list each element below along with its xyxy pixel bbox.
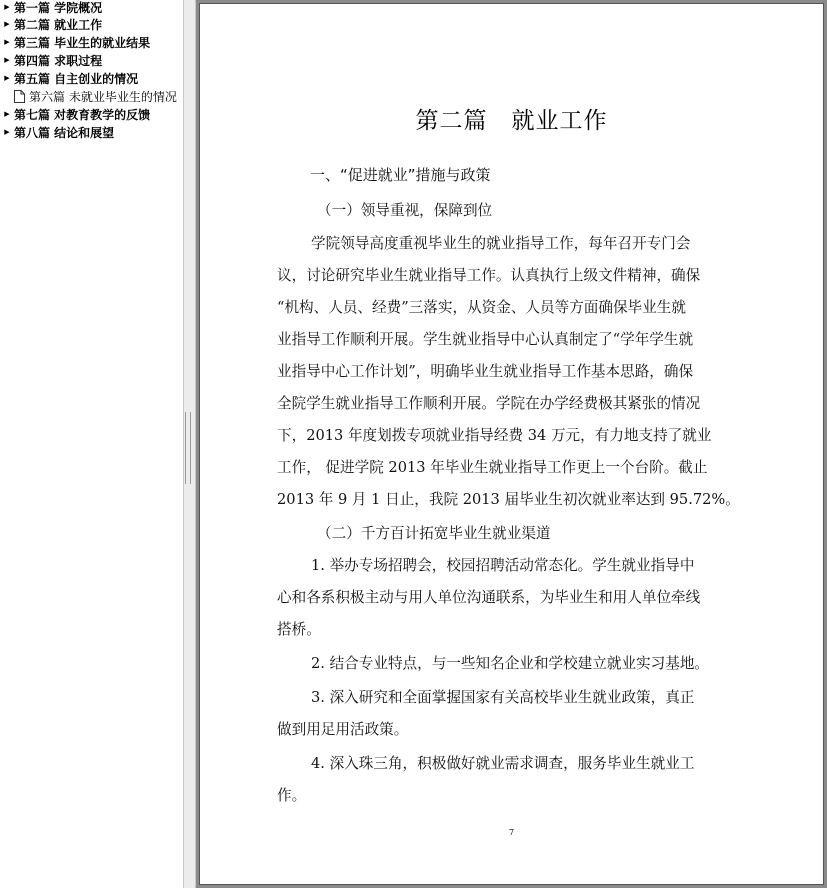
bookmark-item-1[interactable] (0, 0, 102, 16)
list-item-continuation: 做到用足用活政策。 (277, 721, 409, 738)
list-item-continuation: 作。 (277, 787, 307, 804)
page-number: 7 (508, 828, 515, 837)
bookmark-item-8[interactable] (0, 123, 114, 141)
paragraph-line: 2013 年 9 月 1 日止，我院 2013 届毕业生初次就业率达到 95.72%。 (277, 491, 740, 508)
subsection-heading: （一）领导重视，保障到位 (317, 202, 493, 219)
bookmark-label: 第七篇 对教育教学的反馈 (14, 107, 151, 122)
list-item: 2. 结合专业特点，与一些知名企业和学校建立就业实习基地。 (311, 655, 710, 672)
paragraph-line: “机构、人员、经费”三落实，从资金、人员等方面确保毕业生就 (277, 299, 686, 316)
expand-triangle-icon[interactable]: ▶ (4, 38, 10, 46)
bookmark-label: 第六篇 未就业毕业生的情况 (29, 89, 177, 104)
subsection-heading: （二）千方百计拓宽毕业生就业渠道 (317, 525, 551, 542)
bookmark-label: 第一篇 学院概况 (14, 0, 103, 15)
paragraph-line: 业指导工作顺利开展。学生就业指导中心认真制定了“学年学生就 (277, 331, 694, 348)
bookmark-item-2[interactable] (0, 15, 102, 33)
expand-triangle-icon[interactable]: ▶ (4, 20, 10, 28)
document-page (199, 3, 824, 885)
document-viewer[interactable] (196, 0, 827, 888)
page-title: 第二篇 就业工作 (415, 108, 608, 134)
section-heading: 一、“促进就业”措施与政策 (310, 166, 491, 184)
paragraph-line: 工作， 促进学院 2013 年毕业生就业指导工作更上一个台阶。截止 (277, 459, 708, 476)
splitter-grip-icon[interactable] (185, 412, 191, 484)
bookmark-label: 第二篇 就业工作 (14, 17, 103, 32)
page-icon (12, 90, 26, 103)
bookmark-item-5[interactable] (0, 69, 138, 87)
expand-triangle-icon[interactable]: ▶ (4, 110, 10, 118)
list-item: 4. 深入珠三角，积极做好就业需求调查，服务毕业生就业工 (311, 755, 695, 772)
list-item-continuation: 搭桥。 (277, 621, 321, 638)
list-item: 3. 深入研究和全面掌握国家有关高校毕业生就业政策，真正 (311, 689, 695, 706)
bookmark-label: 第八篇 结论和展望 (14, 125, 115, 140)
expand-triangle-icon[interactable]: ▶ (4, 74, 10, 82)
bookmark-item-4[interactable] (0, 51, 102, 69)
paragraph-line: 全院学生就业指导工作顺利开展。学院在办学经费极其紧张的情况 (277, 395, 701, 412)
expand-triangle-icon[interactable]: ▶ (4, 56, 10, 64)
paragraph-line: 议，讨论研究毕业生就业指导工作。认真执行上级文件精神，确保 (277, 267, 701, 284)
bookmark-sidebar (0, 0, 183, 888)
bookmark-item-7[interactable] (0, 105, 150, 123)
bookmark-label: 第四篇 求职过程 (14, 53, 103, 68)
list-item-continuation: 心和各系积极主动与用人单位沟通联系，为毕业生和用人单位牵线 (277, 589, 701, 606)
expand-triangle-icon[interactable]: ▶ (4, 128, 10, 136)
bookmark-label: 第五篇 自主创业的情况 (14, 71, 139, 86)
expand-triangle-icon[interactable]: ▶ (4, 3, 10, 11)
paragraph-line: 业指导中心工作计划”，明确毕业生就业指导工作基本思路，确保 (277, 363, 694, 380)
bookmark-label: 第三篇 毕业生的就业结果 (14, 35, 151, 50)
bookmark-item-3[interactable] (0, 33, 150, 51)
paragraph-line: 下，2013 年度划拨专项就业指导经费 34 万元，有力地支持了就业 (277, 427, 712, 444)
bookmark-item-6[interactable] (0, 87, 177, 105)
list-item: 1. 举办专场招聘会，校园招聘活动常态化。学生就业指导中 (311, 557, 695, 574)
paragraph-line: 学院领导高度重视毕业生的就业指导工作，每年召开专门会 (311, 235, 691, 252)
